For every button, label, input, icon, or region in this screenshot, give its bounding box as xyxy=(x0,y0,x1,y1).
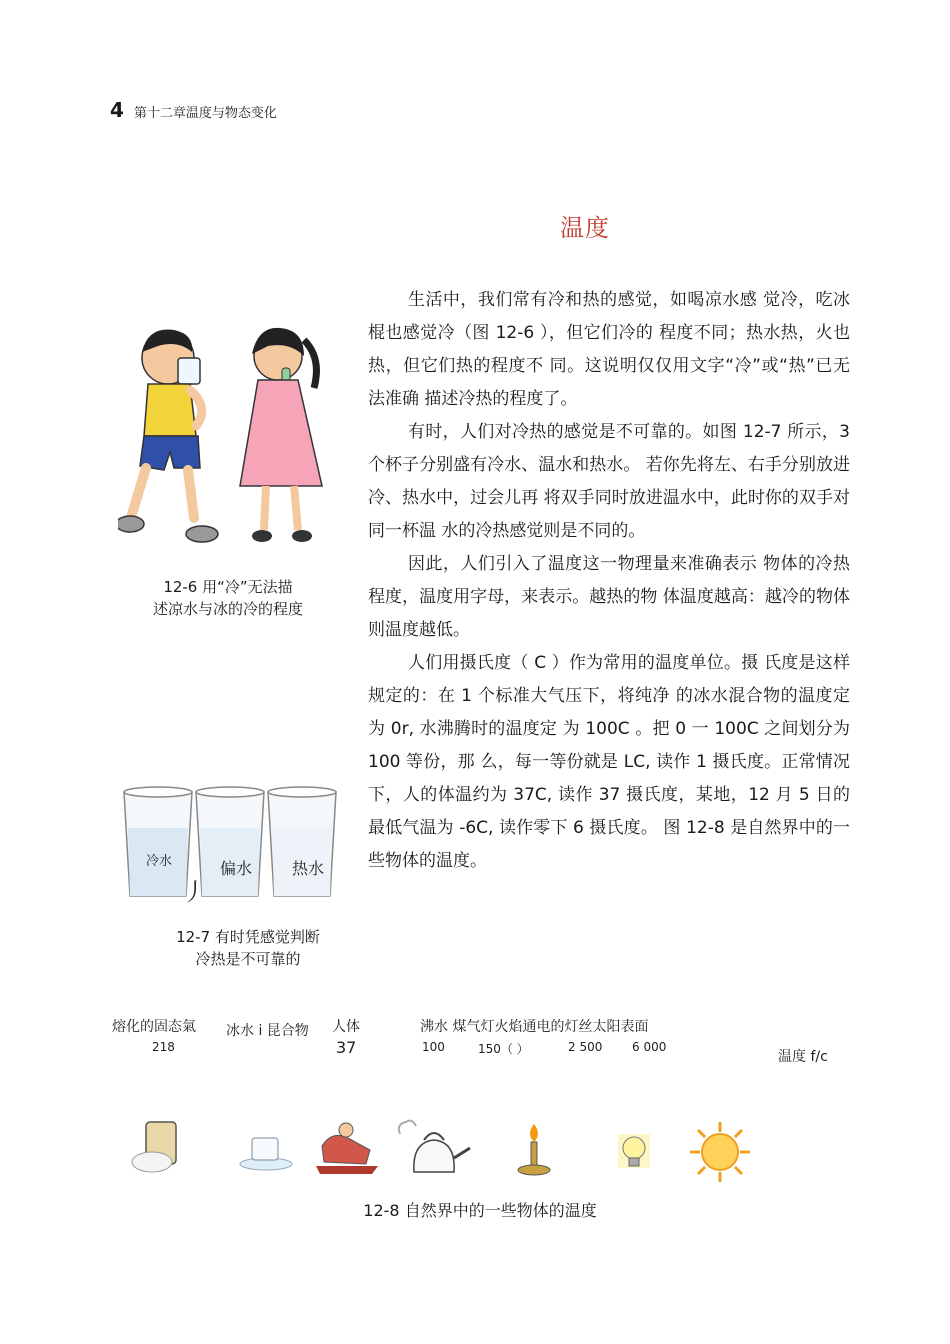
figure-12-6-caption-line-2: 述凉水与冰的冷的程度 xyxy=(152,600,303,618)
figure-12-6-caption xyxy=(118,576,338,620)
figure-12-7-caption xyxy=(118,926,378,970)
paragraph-1: 生活中，我们常有冷和热的感觉，如喝凉水感 觉冷，吃冰棍也感觉冷（图 12-6 ），但它们冷的 程度不同；热水热，火也热，但它们热的程度不 同。这说明仅仅用文字“冷”或“热”已无法准确 描述冷热的程度了。 xyxy=(368,290,850,409)
chapter-title: 第十二章温度与物态变化 xyxy=(133,106,277,121)
solid-nitrogen-icon xyxy=(128,1116,190,1178)
page-number: 4 xyxy=(110,98,124,122)
value-37: 37 xyxy=(336,1038,357,1057)
section-title: 温度 xyxy=(560,214,610,242)
hot-water-cup xyxy=(268,787,336,896)
label-boiling-and-more: 沸水 煤气灯火焰通电的灯丝太阳表面 xyxy=(420,1019,649,1035)
figure-12-7-caption-line-2: 冷热是不可靠的 xyxy=(195,950,301,968)
stray-glyph: 丿 xyxy=(182,878,206,906)
warm-water-cup xyxy=(196,787,264,896)
boy-drinking-illustration xyxy=(118,329,218,542)
value-6000: 6 000 xyxy=(632,1040,667,1054)
figure-12-6-caption-line-1: 12-6 用“冷”无法描 xyxy=(163,578,293,596)
cup-label-hot: 热水 xyxy=(292,859,325,878)
paragraph-2: 有时，人们对冷热的感觉是不可靠的。如图 12-7 所示，3 个杯子分别盛有冷水、温水和热水。 若你先将左、右手分别放进冷、热水中，过会儿再 将双手同时放进温水中，此时你的双手对同一杯温 水的冷热感觉则是不同的。 xyxy=(368,422,850,541)
girl-eating-illustration xyxy=(240,328,322,542)
cup-label-cold: 冷水 xyxy=(146,854,173,869)
page-header xyxy=(110,98,277,122)
paragraph-4: 人们用摄氏度（ C ）作为常用的温度单位。摄 氏度是这样规定的：在 1 个标准大气压下，将纯净 的冰水混合物的温度定为 0r, 水沸腾时的温度定 为 100C 。把 0 一 100C 之间划分为 100 等份，那 么，每一等份就是 LC, 读作 1 摄氏度。正常情况 下，人的体温约为 37C, 读作 37 摄氏度，某地，12 月 5 日的最低气温为 -6C, 读作零下 6 摄氏度。 图 12-8 是自然界中的一些物体的温度。 xyxy=(368,653,850,871)
figure-12-7-caption-line-1: 12-7 有时凭感觉判断 xyxy=(176,928,320,946)
label-human-body: 人体 xyxy=(332,1019,360,1035)
ice-cube-icon xyxy=(238,1128,294,1172)
three-cups-illustration xyxy=(118,784,342,900)
label-solid-nitrogen: 熔化的固态氣 xyxy=(112,1019,196,1035)
value-150: 150（ ） xyxy=(478,1042,529,1056)
sun-icon xyxy=(688,1120,752,1184)
boiling-kettle-icon xyxy=(394,1118,474,1178)
person-resting-icon xyxy=(312,1116,382,1176)
label-ice-water: 冰水 i 昆合物 xyxy=(226,1023,309,1039)
gas-lamp-flame-icon xyxy=(514,1120,554,1178)
figure-12-8-caption: 12-8 自然界中的一些物体的温度 xyxy=(363,1201,597,1220)
children-illustration xyxy=(118,318,338,558)
value-2500: 2 500 xyxy=(568,1040,603,1054)
light-bulb-icon xyxy=(614,1130,654,1174)
body-text xyxy=(368,284,850,878)
cup-label-warm: 偏水 xyxy=(220,859,253,878)
paragraph-3: 因此，人们引入了温度这一物理量来准确表示 物体的冷热程度，温度用字母，来表示。越热的物 体温度越高：越冷的物体则温度越低。 xyxy=(368,554,850,640)
value-218: 218 xyxy=(152,1040,175,1054)
label-axis-unit: 温度 f/c xyxy=(778,1049,828,1065)
value-100: 100 xyxy=(422,1040,445,1054)
